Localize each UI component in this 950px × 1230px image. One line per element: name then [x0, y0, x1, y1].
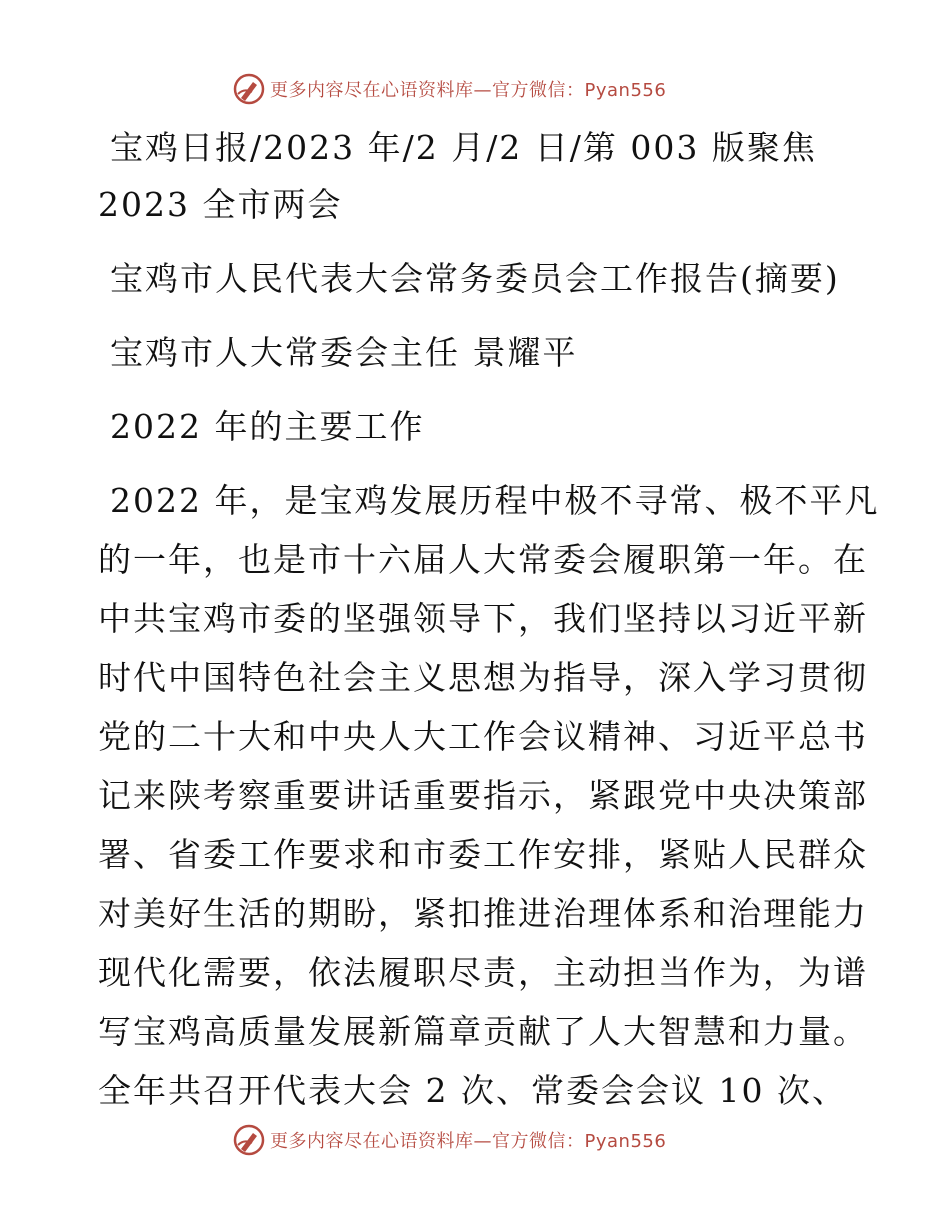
body-line: 2022 年，是宝鸡发展历程中极不寻常、极不平凡 — [110, 481, 880, 520]
pen-circle-logo-icon — [232, 72, 266, 106]
header-line-2: 2023 全市两会 — [98, 185, 343, 224]
body-line: 全年共召开代表大会 2 次、常委会会议 10 次、 — [98, 1071, 847, 1110]
body-line: 党的二十大和中央人大工作会议精神、习近平总书 — [98, 717, 868, 756]
header-line-1: 宝鸡日报/2023 年/2 月/2 日/第 003 版聚焦 — [110, 128, 817, 167]
report-author: 宝鸡市人大常委会主任 景耀平 — [110, 333, 578, 372]
report-title: 宝鸡市人民代表大会常务委员会工作报告(摘要) — [110, 259, 840, 298]
watermark-top — [232, 72, 666, 106]
watermark-text: 更多内容尽在心语资料库—官方微信：Pyan556 — [270, 1131, 667, 1152]
body-line: 的一年，也是市十六届人大常委会履职第一年。在 — [98, 540, 868, 579]
watermark-bottom — [232, 1123, 666, 1157]
body-line: 中共宝鸡市委的坚强领导下，我们坚持以习近平新 — [98, 599, 868, 638]
body-line: 署、省委工作要求和市委工作安排，紧贴人民群众 — [98, 835, 868, 874]
body-line: 现代化需要，依法履职尽责，主动担当作为，为谱 — [98, 953, 868, 992]
body-line: 记来陕考察重要讲话重要指示，紧跟党中央决策部 — [98, 776, 868, 815]
pen-circle-logo-icon — [232, 1123, 266, 1157]
body-line: 时代中国特色社会主义思想为指导，深入学习贯彻 — [98, 658, 868, 697]
body-line: 写宝鸡高质量发展新篇章贡献了人大智慧和力量。 — [98, 1012, 868, 1051]
body-line: 对美好生活的期盼，紧扣推进治理体系和治理能力 — [98, 894, 868, 933]
section-heading: 2022 年的主要工作 — [110, 407, 425, 446]
watermark-text: 更多内容尽在心语资料库—官方微信：Pyan556 — [270, 80, 667, 101]
